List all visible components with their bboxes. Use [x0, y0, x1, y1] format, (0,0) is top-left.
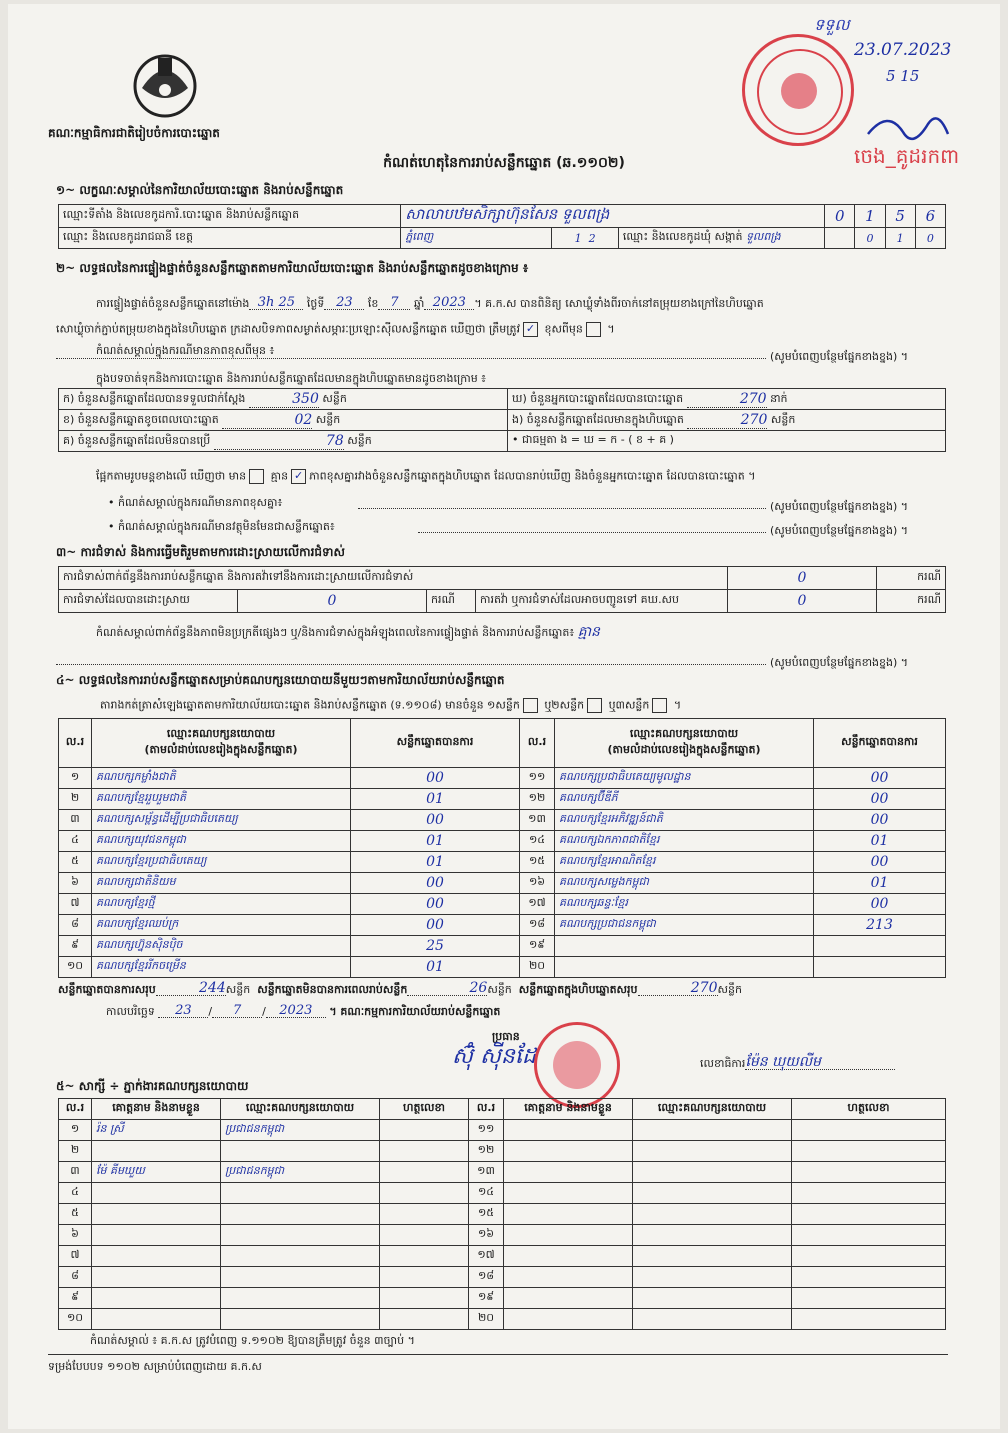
party-votes: 00: [351, 915, 520, 936]
bullet1-line: [358, 508, 766, 509]
party-name: គណបក្សខ្មែររីកចម្រើន: [92, 957, 351, 978]
row-number: ១១: [469, 1120, 504, 1141]
fill-note: (សូមបំពេញបន្ថែមផ្នែកខាងខ្នង) ។: [770, 524, 909, 537]
witness-name: [92, 1225, 221, 1246]
row-number: ១: [59, 1120, 92, 1141]
witness-party: [633, 1162, 792, 1183]
spoiled-ballots-value: 02: [222, 412, 312, 429]
station-code-digit: 1: [855, 205, 885, 228]
has-difference-checkbox[interactable]: [249, 469, 264, 484]
section5-title: ៥~ សាក្សី ÷ ភ្នាក់ងារគណបក្សនយោបាយ: [56, 1079, 249, 1093]
witness-party: ប្រជាជនកម្ពុជា: [221, 1162, 380, 1183]
verification-time: 3h 25: [249, 296, 303, 310]
witness-party: [221, 1309, 380, 1330]
secretary-field: លេខាធិការម៉ែន ឃុយលីម: [700, 1056, 895, 1070]
party-votes: 25: [351, 936, 520, 957]
province-label: ឈ្មោះ និងលេខកូដរាជធានី ខេត្ត: [59, 228, 401, 249]
row-number: ១៧: [469, 1246, 504, 1267]
party-name: គណបក្សហ្វ៊ុនស៊ិនប៉ិច: [92, 936, 351, 957]
correct-checkbox[interactable]: ✓: [523, 322, 538, 337]
witness-party: [221, 1246, 380, 1267]
party-name: គណបក្សឆន្ទៈខ្មែរ: [555, 894, 814, 915]
voters-value: 270: [687, 391, 767, 408]
row-number: ២០: [520, 957, 555, 978]
section4-title: ៤~ លទ្ធផលនៃការរាប់សន្លឹកឆ្នោតសម្រាប់គណបក្សនយោបាយនីមួយៗតាមការិយាល័យរាប់សន្លឹកឆ្នោត: [56, 673, 505, 687]
received-ballots-value: 350: [249, 391, 319, 408]
row-number: ១៩: [520, 936, 555, 957]
party-votes: 01: [351, 957, 520, 978]
witness-party: [221, 1225, 380, 1246]
witness-table: ល.រ គោត្តនាម និងនាមខ្លួន ឈ្មោះគណបក្សនយោបាយ ហត្ថលេខា ល.រ គោត្តនាម និងនាមខ្លួន ឈ្មោះគណបក្សនយោបាយ ហត្ថលេខា ១ រ៉ន ស្រី ប្រជាជនកម្ពុជា ១១ ២ ១២ ៣ ម៉ែ គីមឃួយ ប្រជាជនកម្ពុជា ១៣ ៤ ១៤ ៥ ១៥ ៦ ១៦ ៧ ១៧ ៨ ១៨ ៩ ១៩ ១០ ២០: [58, 1098, 946, 1330]
row-number: ៧: [59, 894, 92, 915]
witness-party: [633, 1204, 792, 1225]
date-line: កាលបរិច្ឆេទ 23 / 7 / 2023 ។ គណៈកម្មការការិយាល័យរាប់សន្លឹកឆ្នោត: [106, 1003, 501, 1018]
party-name: គណបក្សខ្មែរថ្មី: [92, 894, 351, 915]
row-number: ១៤: [469, 1183, 504, 1204]
witness-name: [504, 1267, 633, 1288]
witness-row: [59, 1120, 946, 1141]
party-name: គណបក្សជាតិនិយម: [92, 873, 351, 894]
row-number: ២: [59, 1141, 92, 1162]
witness-party: [221, 1183, 380, 1204]
results-row: [59, 957, 946, 978]
witness-name: [504, 1162, 633, 1183]
party-name: គណបក្សខ្មែរឈប់ក្រ: [92, 915, 351, 936]
results-row: [59, 915, 946, 936]
row-number: ១៨: [520, 915, 555, 936]
no-difference-checkbox[interactable]: ✓: [291, 469, 306, 484]
results-table: ល.រ ឈ្មោះគណបក្សនយោបាយ (តាមលំដាប់លេខរៀងក្នុងសន្លឹកឆ្នោត) សន្លឹកឆ្នោតបានការ ល.រ ឈ្មោះគណបក្សនយោបាយ (តាមលំដាប់លេខរៀងក្នុងសន្លឹកឆ្នោត) សន្លឹកឆ្នោតបានការ ១ គណបក្សកម្លាំងជាតិ 00 ១១ គណបក្សប្រជាធិបតេយ្យមូលដ្ឋាន 00 ២ គណបក្សខ្មែររួបរួមជាតិ 01 ១២ គណបក្សប៊ីឌីភី 00 ៣ គណបក្សសម្ព័ន្ធដើម្បីប្រជាធិបតេយ្យ 00 ១៣ គណបក្សខ្មែរអភិវឌ្ឍន៍ជាតិ 00 ៤ គណបក្សយុវជនកម្ពុជា 01 ១៤ គណបក្សឯកភាពជាតិខ្មែរ 01 ៥ គណបក្សខ្មែរប្រជាធិបតេយ្យ 01 ១៥ គណបក្សខ្មែរអាណិតខ្មែរ 00 ៦ គណបក្សជាតិនិយម 00 ១៦ គណបក្សសម្លេងកម្ពុជា 01 ៧ គណបក្សខ្មែរថ្មី 00 ១៧ គណបក្សឆន្ទៈខ្មែរ 00 ៨ គណបក្សខ្មែរឈប់ក្រ 00 ១៨ គណបក្សប្រជាជនកម្ពុជា 213 ៩ គណបក្សហ្វ៊ុនស៊ិនប៉ិច 25 ១៩ ១០ គណបក្សខ្មែររីកចម្រើន 01 ២០: [58, 718, 946, 978]
section2-title: ២~ លទ្ធផលនៃការផ្ទៀងផ្ទាត់ចំនួនសន្លឹកឆ្នោតតាមការិយាល័យបោះឆ្នោត និងរាប់សន្លឹកឆ្នោតដូចខាងក្រោម ៖: [56, 261, 529, 275]
party-votes: [814, 936, 946, 957]
results-row: [59, 768, 946, 789]
row-number: ១០: [59, 957, 92, 978]
witness-party: [633, 1246, 792, 1267]
province-value: ភ្នំពេញ: [401, 228, 552, 249]
row-number: ១៥: [520, 852, 555, 873]
party-votes: [814, 957, 946, 978]
witness-signature: [380, 1162, 469, 1183]
complaints-table: ការជំទាស់ពាក់ព័ន្ធនឹងការរាប់សន្លឹកឆ្នោត និងការតវ៉ាទៅនឹងការដោះស្រាយលើការជំទាស់ 0 ករណី ការជំទាស់ដែលបានដោះស្រាយ 0 ករណី ការតវ៉ា ឬការជំទាស់ដែលអាចបញ្ជូនទៅ គឃ.សប 0 ករណី: [58, 566, 946, 613]
party-name: គណបក្សប្រជាធិបតេយ្យមូលដ្ឋាន: [555, 768, 814, 789]
witness-row: [59, 1309, 946, 1330]
row-number: ១៣: [469, 1162, 504, 1183]
witness-name: [504, 1225, 633, 1246]
row-number: ២: [59, 789, 92, 810]
row-number: ១: [59, 768, 92, 789]
party-name: គណបក្សយុវជនកម្ពុជា: [92, 831, 351, 852]
row-number: ៣: [59, 1162, 92, 1183]
party-name: គណបក្សខ្មែរអភិវឌ្ឍន៍ជាតិ: [555, 810, 814, 831]
date-month: 7: [212, 1004, 262, 1018]
results-row: [59, 936, 946, 957]
bullet2: • កំណត់សម្គាល់ក្នុងករណីមានវត្ថុមិនមែនជាសន្លឹកឆ្នោត៖: [108, 520, 335, 533]
stamp-received-label: ទទួល: [814, 15, 850, 34]
witness-signature: [380, 1288, 469, 1309]
station-code-digit: 5: [885, 205, 915, 228]
row-number: ៩: [59, 936, 92, 957]
witness-name: [504, 1288, 633, 1309]
witness-name: [504, 1204, 633, 1225]
form-footer: ទម្រង់បែបបទ ១១០២ សម្រាប់បំពេញដោយ គ.ក.ស: [48, 1360, 262, 1373]
witness-name: រ៉ន ស្រី: [92, 1120, 221, 1141]
witness-party: [221, 1267, 380, 1288]
commune-label: ឈ្មោះ និងលេខកូដឃុំ សង្កាត់: [622, 230, 743, 243]
witness-name: [504, 1246, 633, 1267]
results-row: [59, 810, 946, 831]
committee-stamp: [534, 1022, 620, 1108]
bullet1: • កំណត់សម្គាល់ក្នុងករណីមានភាពខុសគ្នា៖: [108, 496, 283, 509]
section1-table: [58, 204, 946, 249]
witness-name: [92, 1246, 221, 1267]
difference-line: ផ្អែកតាមរូបមន្តខាងលើ ឃើញថា មាន គ្មាន ✓ ភាពខុសគ្នារវាងចំនួនសន្លឹកឆ្នោតក្នុងហិបឆ្នោត ដែលបានរាប់ឃើញ និងចំនួនអ្នកបោះឆ្នោត ដែលបានបោះឆ្នោត ។: [96, 469, 756, 483]
results-row: [59, 831, 946, 852]
row-number: ១១: [520, 768, 555, 789]
row-number: ៦: [59, 873, 92, 894]
witness-party: [221, 1288, 380, 1309]
unused-ballots-value: 78: [214, 433, 344, 450]
party-name: គណបក្សសម្លេងកម្ពុជា: [555, 873, 814, 894]
verification-month: 7: [378, 296, 410, 310]
row-number: ១២: [469, 1141, 504, 1162]
party-votes: 01: [351, 852, 520, 873]
secretary-signature: ម៉ែន ឃុយលីម: [745, 1056, 895, 1070]
complaints-label: ការជំទាស់ពាក់ព័ន្ធនឹងការរាប់សន្លឹកឆ្នោត និងការតវ៉ាទៅនឹងការដោះស្រាយលើការជំទាស់: [59, 567, 728, 590]
row-number: ១០: [59, 1309, 92, 1330]
station-code-digit: 6: [915, 205, 945, 228]
witness-name: [504, 1120, 633, 1141]
chair-label: ប្រធាន: [492, 1030, 520, 1043]
party-votes: 00: [814, 768, 946, 789]
commune-value: ទួលពង្រ: [745, 230, 781, 243]
row-number: ១៩: [469, 1288, 504, 1309]
party-votes: 00: [814, 810, 946, 831]
party-name: គណបក្សកម្លាំងជាតិ: [92, 768, 351, 789]
witness-row: [59, 1267, 946, 1288]
seal-check-line: សោឃ្លុំចាក់ភ្ជាប់តម្រុយខាងក្នុងនៃហិបឆ្នោត ក្រដាសបិទភាពសម្ងាត់សម្ភារៈប្រឡោះស៊ីលសន្លឹកឆ្នោត ឃើញថា ត្រឹមត្រូវ ✓ ខុសពីមុន ។: [56, 322, 615, 336]
witness-name: [92, 1288, 221, 1309]
witness-row: [59, 1183, 946, 1204]
row-number: ៨: [59, 915, 92, 936]
commune-field: [618, 228, 824, 249]
station-code-digit: 0: [825, 205, 855, 228]
difference-note-label: កំណត់សម្គាល់ក្នុងករណីមានភាពខុសពីមុន ៖: [96, 344, 275, 357]
row-number: ១២: [520, 789, 555, 810]
row-number: ១៨: [469, 1267, 504, 1288]
totals-row: សន្លឹកឆ្នោតបានការសរុប 244សន្លឹក សន្លឹកឆ្នោតមិនបានការពេលរាប់សន្លឹក 26សន្លឹក សន្លឹកឆ្នោតក្នុងហិបឆ្នោតសរុប 270សន្លឹក: [58, 980, 742, 996]
party-name: គណបក្សខ្មែររួបរួមជាតិ: [92, 789, 351, 810]
tally-sheet-line: តារាងកត់ត្រាសំឡេងឆ្នោតតាមការិយាល័យបោះឆ្នោត និងរាប់សន្លឹកឆ្នោត (ទ.១១០៨) មានចំនួន ១សន្លឹក ឬ២សន្លឹក ឬ៣សន្លឹក ។: [100, 698, 682, 712]
form-title: កំណត់ហេតុនៃការរាប់សន្លឹកឆ្នោត (ឆ.១១០២): [383, 155, 625, 171]
agency-name: គណៈកម្មាធិការជាតិរៀបចំការបោះឆ្នោត: [48, 126, 220, 140]
witness-signature: [380, 1183, 469, 1204]
row-number: ១៥: [469, 1204, 504, 1225]
stamp-date: 23.07.2023: [854, 40, 952, 60]
party-votes: 00: [814, 852, 946, 873]
witness-name: [92, 1141, 221, 1162]
row-number: ៤: [59, 831, 92, 852]
witness-party: [633, 1309, 792, 1330]
verification-day: 23: [324, 296, 364, 310]
forwarded-label: ការតវ៉ា ឬការជំទាស់ដែលអាចបញ្ជូនទៅ គឃ.សប: [476, 590, 728, 613]
witness-name: [92, 1267, 221, 1288]
witness-row: [59, 1225, 946, 1246]
witness-row: [59, 1141, 946, 1162]
nec-emblem: [130, 48, 200, 120]
row-number: ១៧: [520, 894, 555, 915]
party-votes: 00: [351, 894, 520, 915]
witness-party: [633, 1141, 792, 1162]
witness-row: [59, 1246, 946, 1267]
party-votes: 01: [351, 789, 520, 810]
count-table: ក) ចំនួនសន្លឹកឆ្នោតដែលបានទទួលជាក់ស្តែង 350 សន្លឹក ឃ) ចំនួនអ្នកបោះឆ្នោតដែលបានបោះឆ្នោត 270 នាក់ ខ) ចំនួនសន្លឹកឆ្នោតខូចពេលបោះឆ្នោត 02 សន្លឹក ង) ចំនួនសន្លឹកឆ្នោតដែលមានក្នុងហិបឆ្នោត 270 សន្លឹក គ) ចំនួនសន្លឹកឆ្នោតដែលមិនបានប្រើ 78 សន្លឹក • ជាធម្មតា ង = ឃ = ក - ( ខ + គ ): [58, 388, 946, 452]
party-name: [555, 936, 814, 957]
party-name: គណបក្សខ្មែរអាណិតខ្មែរ: [555, 852, 814, 873]
date-year: 2023: [266, 1004, 326, 1018]
witness-note: កំណត់សម្គាល់ ៖ គ.ក.ស ត្រូវបំពេញ ទ.១១០២ ឱ្យបានត្រឹមត្រូវ ចំនួន ៣ច្បាប់ ។: [90, 1334, 415, 1347]
irregularity-note: កំណត់សម្គាល់ពាក់ព័ន្ធនឹងភាពមិនប្រក្រតីផ្សេងៗ ឬ/និងការជំទាស់ក្នុងអំឡុងពេលនៃការផ្ទៀងផ្ទាត់ និងការរាប់សន្លឹកឆ្នោត៖ គ្មាន: [96, 624, 600, 640]
party-votes: 213: [814, 915, 946, 936]
irregularity-line: [56, 664, 766, 665]
witness-signature: [792, 1183, 946, 1204]
witness-name: [92, 1309, 221, 1330]
commune-code-digit: 1: [885, 228, 915, 249]
witness-signature: [380, 1141, 469, 1162]
witness-signature: [380, 1309, 469, 1330]
chair-signature: ស៊ុំ ស៊ីនដែ: [452, 1044, 536, 1069]
verification-line: ការផ្ទៀងផ្ទាត់ចំនួនសន្លឹកឆ្នោតនៅម៉ោង 3h 25 ថ្ងៃទី 23 ខែ 7 ឆ្នាំ 2023 ។ គ.ក.ស បានពិនិត្យ សោឃ្លុំទាំងពីរចាក់នៅតម្រុយខាងក្រៅនៃហិបឆ្នោត: [96, 295, 764, 310]
witness-signature: [380, 1225, 469, 1246]
witness-row: [59, 1204, 946, 1225]
two-sheet-checkbox[interactable]: [587, 698, 602, 713]
witness-signature: [380, 1267, 469, 1288]
witness-party: [633, 1120, 792, 1141]
stamp-time: 5 15: [886, 67, 920, 85]
witness-signature: [380, 1204, 469, 1225]
three-sheet-checkbox[interactable]: [652, 698, 667, 713]
row-number: ១៣: [520, 810, 555, 831]
footer-divider: [48, 1354, 948, 1355]
row-number: ២០: [469, 1309, 504, 1330]
party-votes: 00: [814, 894, 946, 915]
province-code: 1 2: [552, 228, 618, 249]
row-number: ១៦: [520, 873, 555, 894]
row-number: ៦: [59, 1225, 92, 1246]
stamp-name: ចេង_គូដរកពា: [854, 144, 960, 168]
witness-signature: [792, 1141, 946, 1162]
witness-signature: [380, 1120, 469, 1141]
witness-name: [504, 1309, 633, 1330]
polling-station-label: ឈ្មោះទីតាំង និងលេខកូដការិ.បោះឆ្នោត និងរាប់សន្លឹកឆ្នោត: [59, 205, 401, 228]
valid-total-value: 244: [156, 982, 226, 996]
witness-party: [633, 1225, 792, 1246]
witness-row: [59, 1288, 946, 1309]
witness-signature: [792, 1204, 946, 1225]
party-votes: 01: [814, 873, 946, 894]
document-page: [8, 4, 1000, 1429]
results-row: [59, 789, 946, 810]
row-number: ១៤: [520, 831, 555, 852]
forwarded-value: 0: [728, 590, 877, 613]
witness-signature: [792, 1246, 946, 1267]
formula: • ជាធម្មតា ង = ឃ = ក - ( ខ + គ ): [508, 431, 946, 452]
results-row: [59, 894, 946, 915]
verification-year: 2023: [424, 296, 474, 310]
row-number: ៤: [59, 1183, 92, 1204]
witness-signature: [792, 1309, 946, 1330]
results-row: [59, 873, 946, 894]
received-stamp: [742, 34, 854, 146]
party-name: គណបក្សសម្ព័ន្ធដើម្បីប្រជាធិបតេយ្យ: [92, 810, 351, 831]
witness-name: [92, 1183, 221, 1204]
witness-signature: [792, 1225, 946, 1246]
witness-signature: [792, 1288, 946, 1309]
row-number: ១៦: [469, 1225, 504, 1246]
commune-code-digit: 0: [855, 228, 885, 249]
results-row: [59, 852, 946, 873]
section3-title: ៣~ ការជំទាស់ និងការធ្វើមតិរួមតាមការដោះស្រាយលើការជំទាស់: [56, 545, 345, 559]
fill-note: (សូមបំពេញបន្ថែមផ្នែកខាងខ្នង) ។: [770, 500, 909, 513]
row-number: ៧: [59, 1246, 92, 1267]
difference-note-line: [56, 358, 766, 359]
fill-note: (សូមបំពេញបន្ថែមផ្នែកខាងខ្នង) ។: [770, 350, 909, 363]
complaints-value: 0: [728, 567, 877, 590]
party-name: គណបក្សប៊ីឌីភី: [555, 789, 814, 810]
date-day: 23: [158, 1004, 208, 1018]
party-name: គណបក្សឯកភាពជាតិខ្មែរ: [555, 831, 814, 852]
witness-row: [59, 1162, 946, 1183]
irregularity-value: គ្មាន: [577, 624, 600, 640]
witness-signature: [792, 1267, 946, 1288]
one-sheet-checkbox[interactable]: [523, 698, 538, 713]
row-number: ៥: [59, 1204, 92, 1225]
resolved-label: ការជំទាស់ដែលបានដោះស្រាយ: [59, 590, 238, 613]
party-votes: 00: [351, 768, 520, 789]
row-number: ៥: [59, 852, 92, 873]
section1-title: ១~ លក្ខណៈសម្គាល់នៃការិយាល័យបោះឆ្នោត និងរាប់សន្លឹកឆ្នោត: [56, 183, 344, 197]
party-votes: 00: [351, 873, 520, 894]
party-votes: 00: [814, 789, 946, 810]
witness-party: [221, 1141, 380, 1162]
witness-name: [92, 1204, 221, 1225]
party-name: គណបក្សប្រជាជនកម្ពុជា: [555, 915, 814, 936]
resolved-value: 0: [238, 590, 427, 613]
witness-party: [221, 1204, 380, 1225]
witness-party: [633, 1183, 792, 1204]
row-number: ៨: [59, 1267, 92, 1288]
party-votes: 01: [814, 831, 946, 852]
party-name: គណបក្សខ្មែរប្រជាធិបតេយ្យ: [92, 852, 351, 873]
witness-name: [504, 1183, 633, 1204]
invalid-total-value: 26: [407, 982, 487, 996]
count-intro: ក្នុងបទចាត់ទុកនិងការបោះឆ្នោត និងការរាប់សន្លឹកឆ្នោតដែលមានក្នុងហិបឆ្នោតមានដូចខាងក្រោម ៖: [96, 372, 487, 385]
row-number: ៩: [59, 1288, 92, 1309]
party-votes: 00: [351, 810, 520, 831]
witness-signature: [380, 1246, 469, 1267]
fill-note: (សូមបំពេញបន្ថែមផ្នែកខាងខ្នង) ។: [770, 656, 909, 669]
witness-party: ប្រជាជនកម្ពុជា: [221, 1120, 380, 1141]
witness-name: [504, 1141, 633, 1162]
party-votes: 01: [351, 831, 520, 852]
box-total-value: 270: [638, 982, 718, 996]
witness-party: [633, 1267, 792, 1288]
different-checkbox[interactable]: [586, 322, 601, 337]
polling-station-value: សាលាបឋមសិក្សាហ៊ុនសែន ទួលពង្រ: [401, 205, 825, 228]
witness-party: [633, 1288, 792, 1309]
witness-name: ម៉ែ គីមឃួយ: [92, 1162, 221, 1183]
bullet2-line: [418, 532, 766, 533]
commune-code-digit: 0: [915, 228, 945, 249]
ballots-in-box-value: 270: [687, 412, 767, 429]
witness-signature: [792, 1120, 946, 1141]
witness-signature: [792, 1162, 946, 1183]
party-name: [555, 957, 814, 978]
row-number: ៣: [59, 810, 92, 831]
